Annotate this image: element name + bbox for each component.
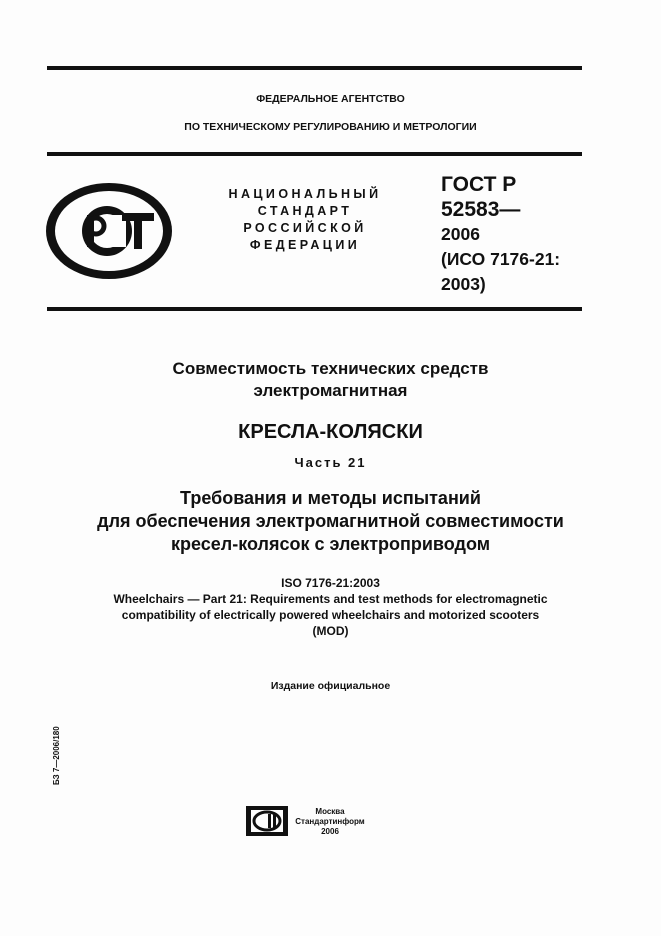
national-word-1: НАЦИОНАЛЬНЫЙ <box>228 187 382 201</box>
gost-line-3: 2006 <box>441 224 480 244</box>
subtitle-line-2: для обеспечения электромагнитной совместимости <box>97 511 564 531</box>
side-code: БЗ 7—2006/180 <box>52 726 61 785</box>
iso-title-line-1: Wheelchairs — Part 21: Requirements and test methods for electromagnetic <box>113 592 548 606</box>
part-label: Часть 21 <box>294 455 367 470</box>
publisher-city: Москва <box>315 807 345 816</box>
publisher-logo <box>246 806 288 836</box>
gost-designation <box>441 172 591 297</box>
publisher-year: 2006 <box>321 827 339 836</box>
iso-title-line-2: compatibility of electrically powered wheelchairs and motorized scooters <box>121 608 540 622</box>
edition-label: Издание официальное <box>270 680 391 692</box>
national-word-2: СТАНДАРТ <box>257 204 353 218</box>
rst-logo <box>44 181 174 281</box>
national-standard-label <box>200 186 410 254</box>
header-rule <box>47 152 582 156</box>
top-rule <box>47 66 582 70</box>
publisher-info <box>290 807 370 837</box>
agency-line-1: ФЕДЕРАЛЬНОЕ АГЕНТСТВО <box>256 93 405 105</box>
iso-mod: (MOD) <box>312 624 349 638</box>
gost-line-5: 2003) <box>441 274 486 294</box>
title-line-2: электромагнитная <box>253 381 408 400</box>
main-title: КРЕСЛА-КОЛЯСКИ <box>238 421 423 443</box>
publisher-name: Стандартинформ <box>295 817 365 826</box>
standartinform-logo-icon <box>246 806 288 836</box>
standard-block-rule <box>47 307 582 311</box>
subtitle-line-3: кресел-колясок с электроприводом <box>170 534 491 554</box>
iso-number: ISO 7176-21:2003 <box>281 576 380 590</box>
subtitle-line-1: Требования и методы испытаний <box>180 488 481 508</box>
gost-line-1: ГОСТ Р <box>441 173 517 196</box>
title-line-1: Совместимость технических средств <box>172 359 489 378</box>
national-word-3: РОССИЙСКОЙ <box>243 221 367 235</box>
gost-line-2: 52583— <box>441 198 521 221</box>
rst-logo-icon <box>44 181 174 281</box>
agency-line-2: ПО ТЕХНИЧЕСКОМУ РЕГУЛИРОВАНИЮ И МЕТРОЛОГИИ <box>184 121 477 133</box>
gost-line-4: (ИСО 7176-21: <box>441 249 561 269</box>
national-word-4: ФЕДЕРАЦИИ <box>249 238 361 252</box>
